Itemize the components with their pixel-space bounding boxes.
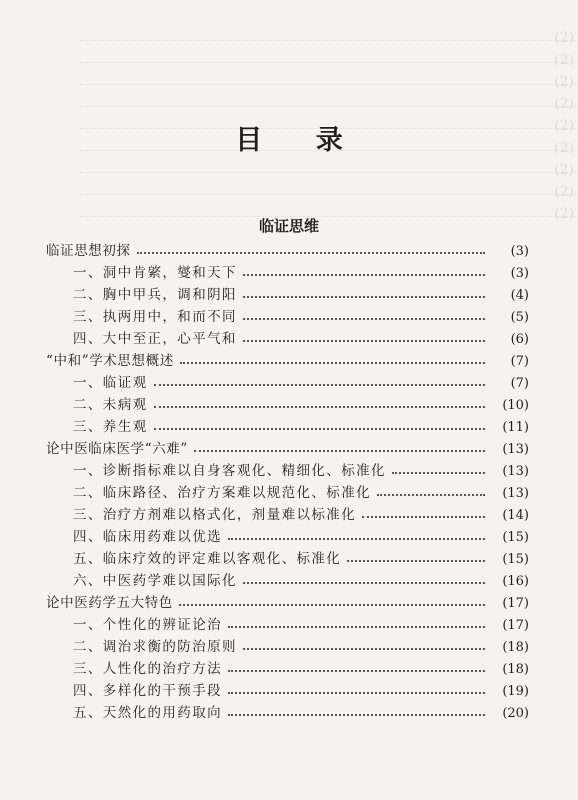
toc-section[interactable] [0, 303, 578, 325]
toc-section[interactable] [0, 633, 578, 655]
leader-dots [228, 626, 485, 628]
toc-page-number: (3) [510, 244, 529, 259]
toc-entry-title: 四、多样化的干预手段 [73, 683, 222, 699]
toc-section[interactable] [0, 699, 578, 721]
toc-entry-title: “中和”学术思想概述 [46, 353, 174, 369]
leader-dots [243, 318, 485, 320]
toc-section[interactable] [0, 567, 578, 589]
toc-page-number: (7) [510, 354, 529, 369]
toc-section[interactable] [0, 259, 578, 281]
toc-page-number: (4) [510, 288, 529, 303]
toc-entry-title: 二、胸中甲兵，调和阴阳 [73, 287, 237, 303]
leader-dots [347, 560, 485, 562]
toc-section[interactable] [0, 523, 578, 545]
toc-page-number: (3) [510, 266, 529, 281]
toc-page-number: (17) [502, 618, 529, 633]
leader-dots [137, 252, 485, 254]
toc-entry-title: 临证思想初探 [46, 243, 131, 259]
toc-page-number: (13) [502, 442, 529, 457]
toc-entry-title: 四、大中至正，心平气和 [73, 331, 237, 347]
toc-section[interactable] [0, 655, 578, 677]
toc-chapter[interactable] [0, 237, 578, 259]
leader-dots [154, 384, 486, 386]
toc-page-number: (15) [502, 552, 529, 567]
leader-dots [243, 274, 485, 276]
leader-dots [377, 494, 485, 496]
toc-section[interactable] [0, 413, 578, 435]
toc-section[interactable] [0, 457, 578, 479]
toc-section[interactable] [0, 677, 578, 699]
table-of-contents [0, 237, 578, 721]
toc-chapter[interactable] [0, 435, 578, 457]
bleed-through-background: (2) (2) (2) (2) (2) (2) (2) (2) (2) [20, 0, 578, 232]
toc-entry-title: 六、中医药学难以国际化 [73, 573, 237, 589]
toc-page-number: (6) [510, 332, 529, 347]
toc-section[interactable] [0, 479, 578, 501]
toc-page-number: (13) [502, 464, 529, 479]
toc-section[interactable] [0, 281, 578, 303]
toc-entry-title: 三、执两用中，和而不同 [73, 309, 237, 325]
toc-entry-title: 五、天然化的用药取向 [73, 705, 222, 721]
toc-page-number: (10) [502, 398, 529, 413]
page-title: 目 录 [235, 125, 365, 156]
toc-entry-title: 二、调治求衡的防治原则 [73, 639, 237, 655]
section-heading: 临证思维 [258, 217, 319, 235]
toc-entry-title: 五、临床疗效的评定难以客观化、标准化 [73, 551, 342, 567]
leader-dots [179, 604, 485, 606]
toc-entry-title: 四、临床用药难以优选 [73, 529, 222, 545]
toc-entry-title: 一、临证观 [73, 375, 148, 391]
toc-page-number: (11) [502, 420, 529, 435]
toc-section[interactable] [0, 501, 578, 523]
toc-page-number: (13) [502, 486, 529, 501]
leader-dots [243, 340, 485, 342]
leader-dots [362, 516, 485, 518]
toc-section[interactable] [0, 369, 578, 391]
leader-dots [228, 538, 485, 540]
toc-section[interactable] [0, 611, 578, 633]
toc-chapter[interactable] [0, 347, 578, 369]
toc-section[interactable] [0, 545, 578, 567]
toc-entry-title: 论中医临床医学“六难” [46, 441, 188, 457]
toc-entry-title: 三、养生观 [73, 419, 148, 435]
toc-section[interactable] [0, 325, 578, 347]
leader-dots [243, 296, 485, 298]
toc-entry-title: 论中医药学五大特色 [46, 595, 173, 611]
toc-entry-title: 一、个性化的辨证论治 [73, 617, 222, 633]
toc-page-number: (5) [510, 310, 529, 325]
leader-dots [392, 472, 485, 474]
toc-page-number: (20) [502, 706, 529, 721]
leader-dots [243, 648, 485, 650]
toc-page-number: (15) [502, 530, 529, 545]
leader-dots [228, 670, 485, 672]
toc-page-number: (18) [502, 640, 529, 655]
toc-section[interactable] [0, 391, 578, 413]
toc-page-number: (19) [502, 684, 529, 699]
toc-page-number: (7) [510, 376, 529, 391]
toc-entry-title: 三、人性化的治疗方法 [73, 661, 222, 677]
toc-page-number: (16) [502, 574, 529, 589]
toc-page-number: (18) [502, 662, 529, 677]
toc-page-number: (17) [502, 596, 529, 611]
leader-dots [154, 406, 486, 408]
leader-dots [228, 692, 485, 694]
toc-page-number: (14) [502, 508, 529, 523]
toc-entry-title: 二、临床路径、治疗方案难以规范化、标准化 [73, 485, 371, 501]
toc-entry-title: 一、洞中肯綮，燮和天下 [73, 265, 237, 281]
toc-entry-title: 三、治疗方剂难以格式化，剂量难以标准化 [73, 507, 357, 523]
leader-dots [180, 362, 485, 364]
leader-dots [228, 714, 485, 716]
toc-chapter[interactable] [0, 589, 578, 611]
leader-dots [243, 582, 485, 584]
leader-dots [194, 450, 485, 452]
toc-entry-title: 二、未病观 [73, 397, 148, 413]
leader-dots [154, 428, 486, 430]
toc-entry-title: 一、诊断指标难以自身客观化、精细化、标准化 [73, 463, 386, 479]
